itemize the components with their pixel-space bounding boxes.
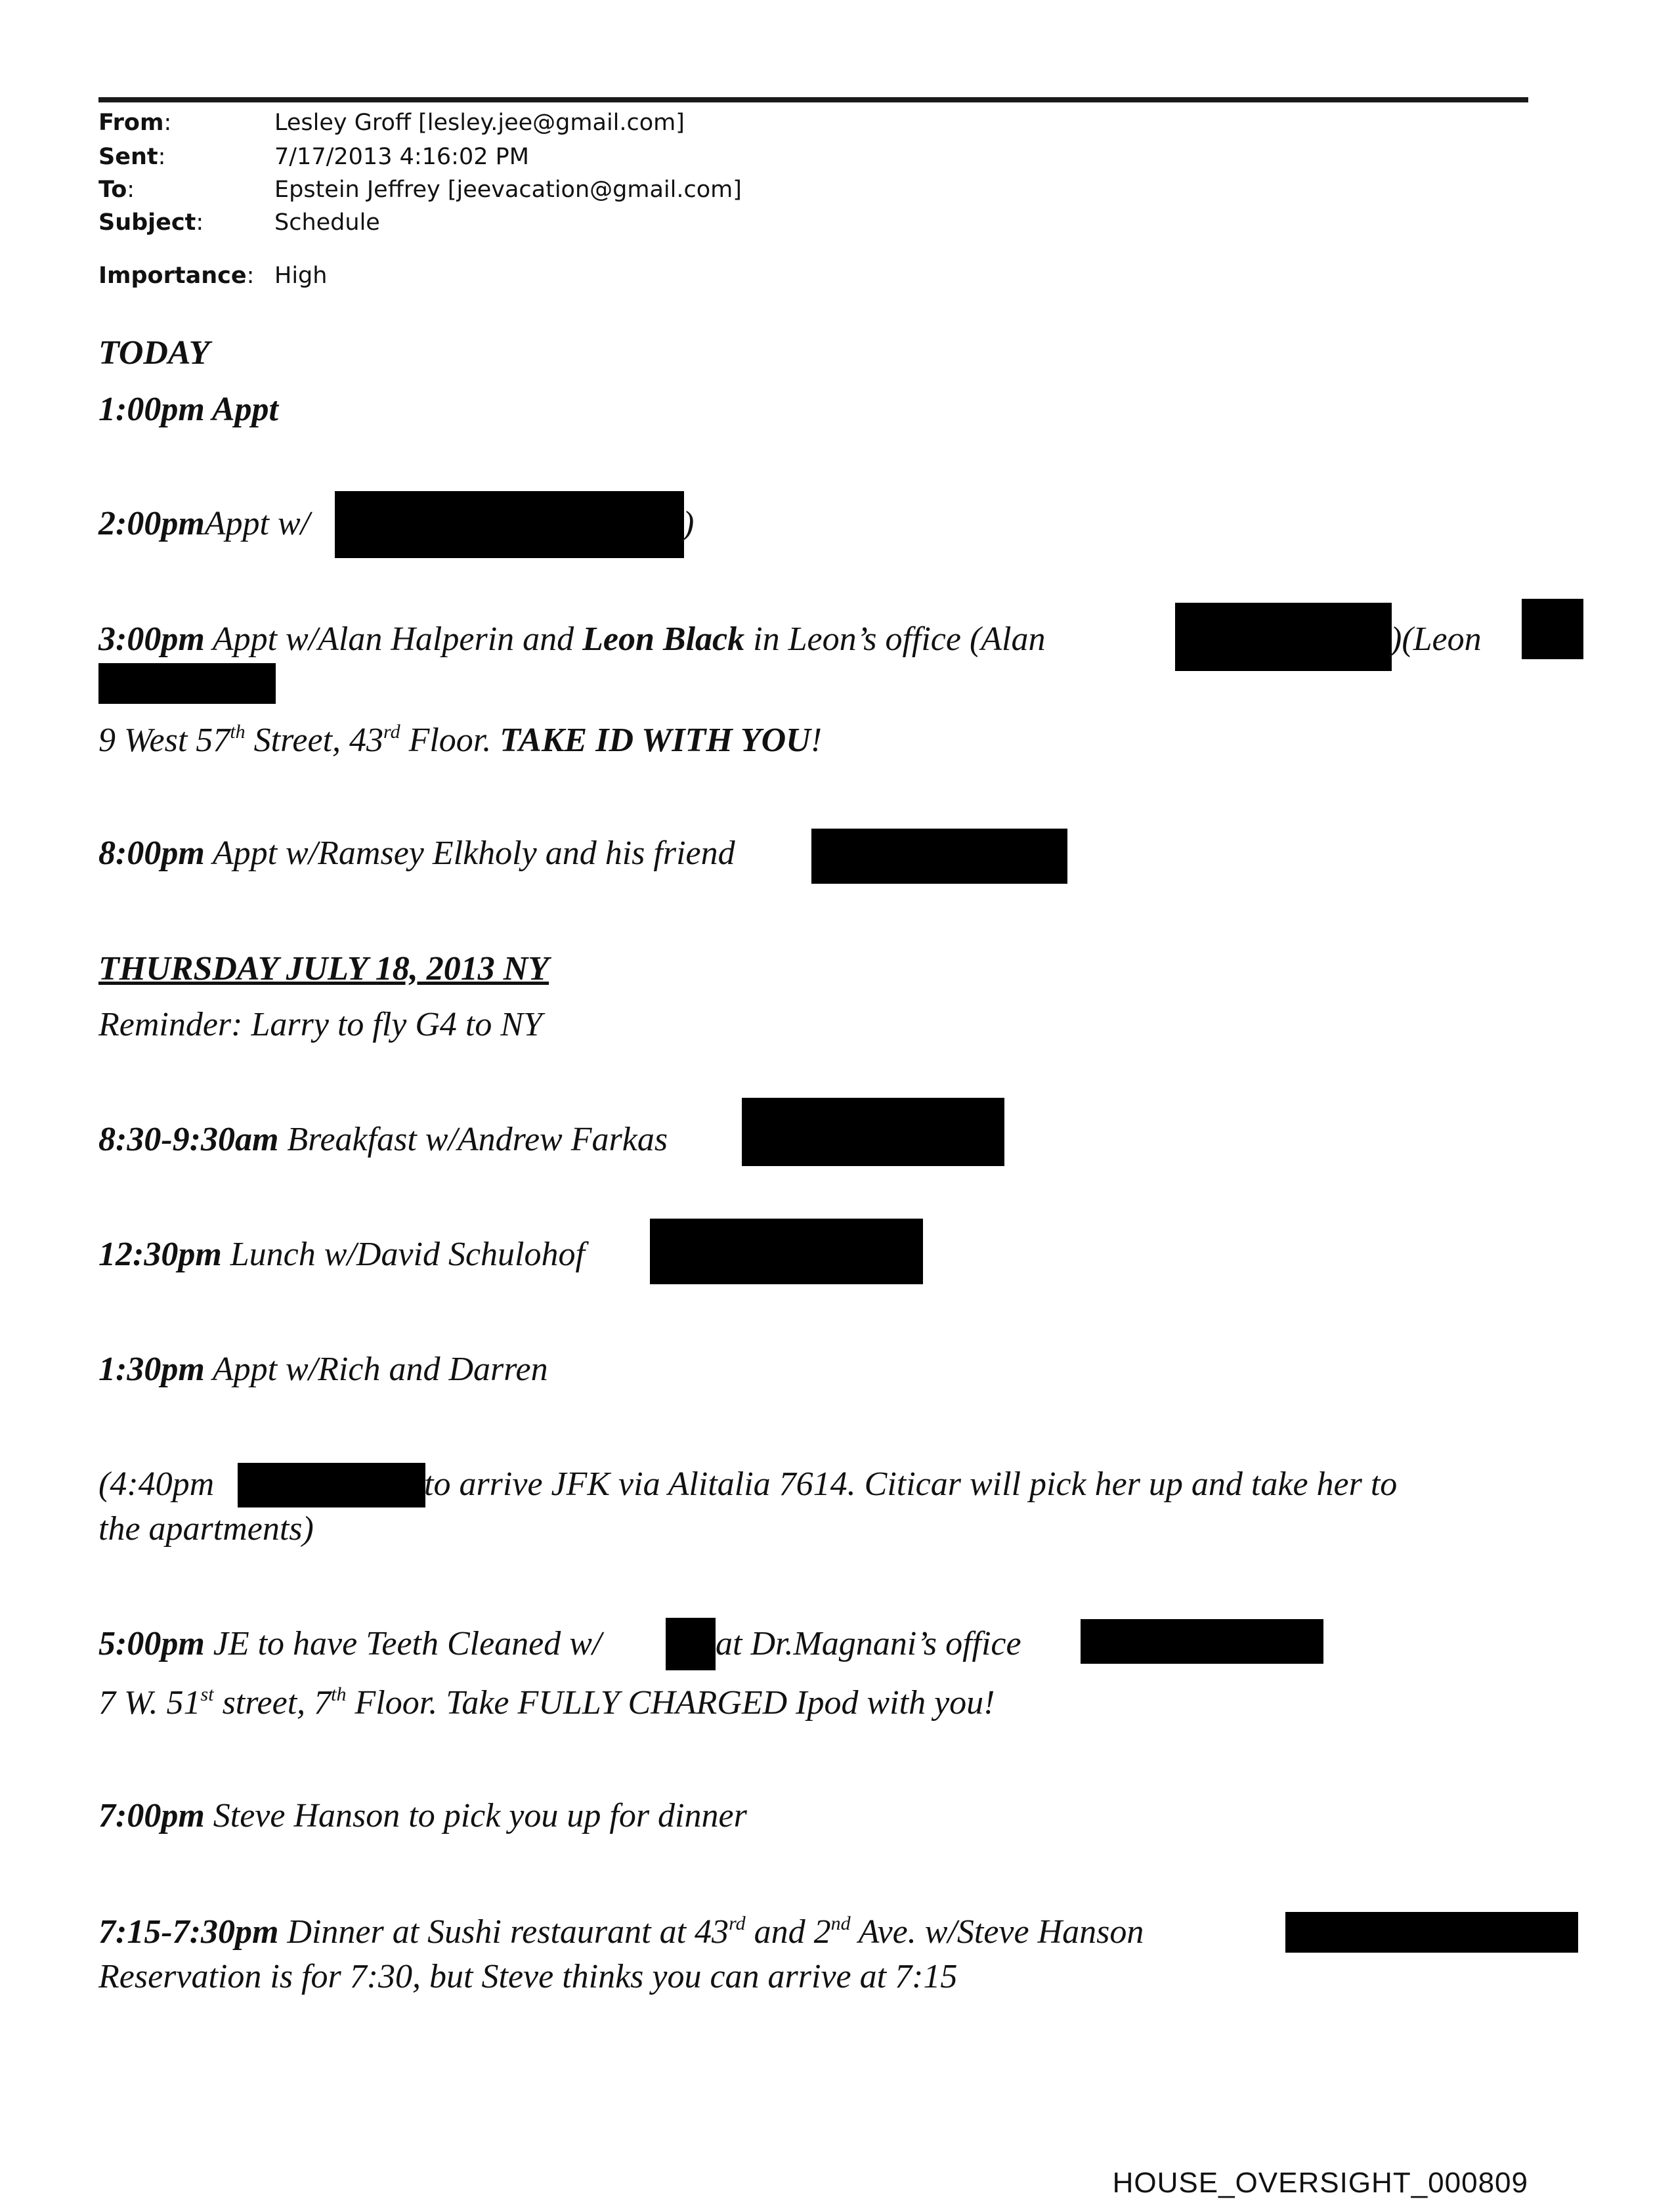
line-8pm: 8:00pm Appt w/Ramsey Elkholy and his friend	[98, 835, 735, 872]
from-label: From	[98, 110, 164, 136]
reminder-line: Reminder: Larry to fly G4 to NY	[98, 1006, 542, 1043]
colon: :	[163, 110, 172, 136]
colon: :	[196, 209, 204, 236]
line-440pm-rest: to arrive JFK via Alitalia 7614. Citicar will pick her up and take her to	[424, 1465, 1398, 1503]
redaction-box	[811, 829, 1067, 884]
colon: :	[246, 263, 255, 289]
line-dinner: 7:15-7:30pm Dinner at Sushi restaurant at 43rd and 2nd Ave. w/Steve Hanson	[98, 1913, 1144, 1951]
importance-value: High	[274, 263, 328, 289]
line-lunch: 12:30pm Lunch w/David Schulohof	[98, 1236, 585, 1273]
line-2pm: 2:00pmAppt w/	[98, 505, 311, 542]
sent-label: Sent	[98, 144, 158, 170]
redaction-box	[1285, 1912, 1578, 1953]
bates-number: HOUSE_OVERSIGHT_000809	[1112, 2167, 1528, 2199]
to-label: To	[98, 177, 127, 203]
redaction-box	[1175, 603, 1392, 671]
thursday-heading: THURSDAY JULY 18, 2013 NY	[98, 950, 549, 987]
importance-label: Importance	[98, 263, 247, 289]
line-reservation: Reservation is for 7:30, but Steve thinks you can arrive at 7:15	[98, 1958, 958, 1995]
subject-label: Subject	[98, 209, 196, 236]
line-2pm-end: )	[683, 505, 695, 542]
redaction-box	[238, 1463, 425, 1507]
line-7pm: 7:00pm Steve Hanson to pick you up for dinner	[98, 1797, 747, 1834]
redaction-box	[742, 1098, 1004, 1166]
line-address: 9 West 57th Street, 43rd Floor. TAKE ID WITH YOU!	[98, 721, 823, 759]
line-3pm: 3:00pm Appt w/Alan Halperin and Leon Black in Leon’s office (Alan	[98, 620, 1046, 658]
redaction-box	[335, 491, 684, 558]
redaction-box	[1081, 1619, 1323, 1664]
colon: :	[127, 177, 135, 203]
line-1pm: 1:00pm Appt	[98, 391, 278, 428]
colon: :	[158, 144, 166, 170]
sent-value: 7/17/2013 4:16:02 PM	[274, 144, 529, 170]
redaction-box	[98, 663, 276, 704]
header-rule	[98, 97, 1528, 102]
line-130pm: 1:30pm Appt w/Rich and Darren	[98, 1351, 548, 1388]
redaction-box	[650, 1219, 923, 1284]
line-3pm-leon: )(Leon	[1390, 620, 1482, 658]
line-440pm-cont: the apartments)	[98, 1510, 314, 1548]
line-breakfast: 8:30-9:30am Breakfast w/Andrew Farkas	[98, 1121, 668, 1158]
line-5pm-office: at Dr.Magnani’s office	[716, 1625, 1021, 1662]
line-5pm: 5:00pm JE to have Teeth Cleaned w/	[98, 1625, 602, 1662]
subject-value: Schedule	[274, 209, 380, 236]
redaction-box	[1522, 599, 1583, 659]
redaction-box	[666, 1618, 716, 1670]
today-heading: TODAY	[98, 334, 210, 372]
from-value: Lesley Groff [lesley.jee@gmail.com]	[274, 110, 685, 136]
line-440pm: (4:40pm	[98, 1465, 215, 1503]
to-value: Epstein Jeffrey [jeevacation@gmail.com]	[274, 177, 742, 203]
line-5pm-address: 7 W. 51st street, 7th Floor. Take FULLY CHARGED Ipod with you!	[98, 1683, 995, 1722]
